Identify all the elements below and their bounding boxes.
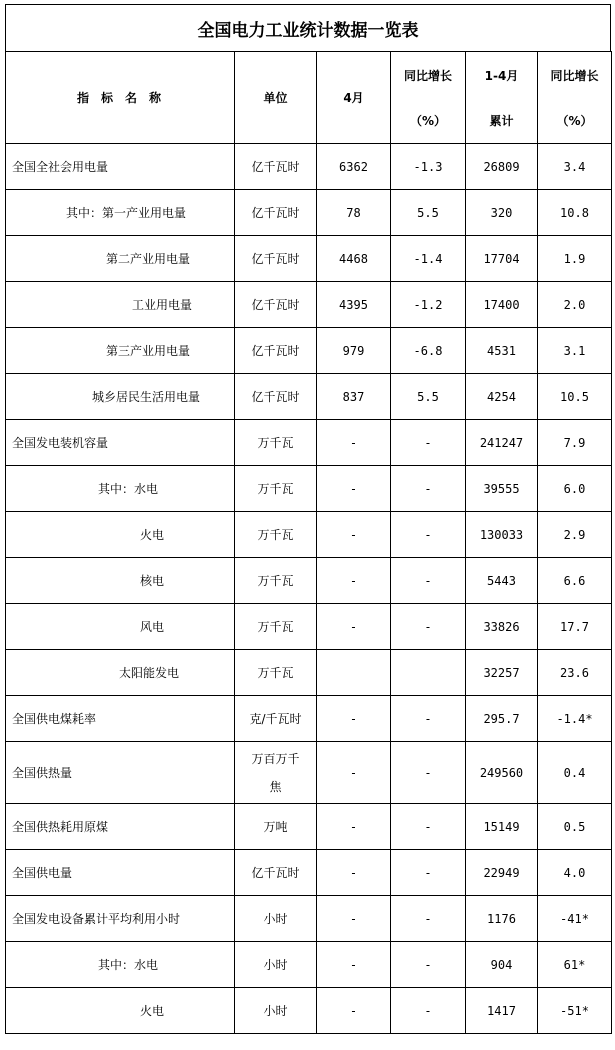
row-cumulative-value: 33826 xyxy=(466,604,538,650)
row-name: 第二产业用电量 xyxy=(6,236,235,282)
row-name: 全国供热耗用原煤 xyxy=(6,804,235,850)
row-name: 全国供电煤耗率 xyxy=(6,696,235,742)
row-cumulative-yoy: 0.5 xyxy=(538,804,612,850)
header-yoy-cumulative-top: 同比增长 xyxy=(550,68,599,83)
header-yoy-cumulative-bottom: （%） xyxy=(556,113,593,128)
header-yoy-month-top: 同比增长 xyxy=(403,68,452,83)
row-month-value: - xyxy=(317,466,391,512)
header-month: 4月 xyxy=(317,52,391,144)
row-month-value: - xyxy=(317,942,391,988)
row-cumulative-yoy: 4.0 xyxy=(538,850,612,896)
row-month-value: 979 xyxy=(317,328,391,374)
row-month-yoy: - xyxy=(391,420,466,466)
row-month-yoy: - xyxy=(391,512,466,558)
table-row xyxy=(6,650,612,696)
row-month-yoy: - xyxy=(391,696,466,742)
table-row xyxy=(6,558,612,604)
row-unit: 亿千瓦时 xyxy=(235,282,317,328)
row-month-value: - xyxy=(317,512,391,558)
row-cumulative-value: 39555 xyxy=(466,466,538,512)
row-unit: 万千瓦 xyxy=(235,420,317,466)
row-month-yoy: -1.3 xyxy=(391,144,466,190)
row-name: 火电 xyxy=(6,512,235,558)
row-name: 核电 xyxy=(6,558,235,604)
row-cumulative-yoy: 2.9 xyxy=(538,512,612,558)
row-month-value: - xyxy=(317,896,391,942)
row-cumulative-yoy: -51* xyxy=(538,988,612,1034)
row-cumulative-yoy: 10.8 xyxy=(538,190,612,236)
row-unit: 亿千瓦时 xyxy=(235,236,317,282)
row-cumulative-yoy: 61* xyxy=(538,942,612,988)
row-cumulative-yoy: 2.0 xyxy=(538,282,612,328)
table-row xyxy=(6,742,612,804)
table-row xyxy=(6,466,612,512)
row-month-value: - xyxy=(317,420,391,466)
row-name: 工业用电量 xyxy=(6,282,235,328)
row-month-yoy: 5.5 xyxy=(391,374,466,420)
row-cumulative-value: 4254 xyxy=(466,374,538,420)
table-row xyxy=(6,896,612,942)
row-month-value: - xyxy=(317,804,391,850)
row-unit: 克/千瓦时 xyxy=(235,696,317,742)
row-month-value: 78 xyxy=(317,190,391,236)
row-month-yoy: -6.8 xyxy=(391,328,466,374)
table-row xyxy=(6,328,612,374)
row-unit: 小时 xyxy=(235,942,317,988)
row-month-yoy: -1.2 xyxy=(391,282,466,328)
row-month-value: 4395 xyxy=(317,282,391,328)
table-row xyxy=(6,420,612,466)
row-name: 其中：水电 xyxy=(6,942,235,988)
statistics-table xyxy=(5,51,612,1034)
row-unit: 亿千瓦时 xyxy=(235,328,317,374)
header-yoy-cumulative xyxy=(538,52,612,144)
row-name: 全国发电装机容量 xyxy=(6,420,235,466)
row-cumulative-value: 1176 xyxy=(466,896,538,942)
row-month-value: - xyxy=(317,850,391,896)
row-cumulative-yoy: 6.6 xyxy=(538,558,612,604)
row-month-yoy: - xyxy=(391,742,466,804)
row-name: 全国发电设备累计平均利用小时 xyxy=(6,896,235,942)
row-month-yoy: - xyxy=(391,942,466,988)
row-cumulative-value: 1417 xyxy=(466,988,538,1034)
row-name: 城乡居民生活用电量 xyxy=(6,374,235,420)
row-month-value: - xyxy=(317,558,391,604)
row-unit: 万千瓦 xyxy=(235,466,317,512)
row-name: 其中：第一产业用电量 xyxy=(6,190,235,236)
row-cumulative-value: 249560 xyxy=(466,742,538,804)
row-cumulative-value: 17400 xyxy=(466,282,538,328)
row-unit: 亿千瓦时 xyxy=(235,850,317,896)
row-name: 其中：水电 xyxy=(6,466,235,512)
table-row xyxy=(6,804,612,850)
row-unit: 万吨 xyxy=(235,804,317,850)
row-cumulative-value: 4531 xyxy=(466,328,538,374)
row-month-value: 6362 xyxy=(317,144,391,190)
table-body xyxy=(6,144,612,1034)
row-name: 全国供热量 xyxy=(6,742,235,804)
row-month-yoy: - xyxy=(391,558,466,604)
row-month-value xyxy=(317,650,391,696)
row-name: 火电 xyxy=(6,988,235,1034)
row-cumulative-value: 17704 xyxy=(466,236,538,282)
row-cumulative-yoy: 3.4 xyxy=(538,144,612,190)
header-unit: 单位 xyxy=(235,52,317,144)
table-row xyxy=(6,144,612,190)
header-cumulative xyxy=(466,52,538,144)
row-cumulative-yoy: 17.7 xyxy=(538,604,612,650)
row-name: 第三产业用电量 xyxy=(6,328,235,374)
table-row xyxy=(6,850,612,896)
row-month-yoy: - xyxy=(391,466,466,512)
table-row xyxy=(6,374,612,420)
table-row xyxy=(6,282,612,328)
row-unit: 亿千瓦时 xyxy=(235,144,317,190)
row-month-value: 837 xyxy=(317,374,391,420)
row-unit: 亿千瓦时 xyxy=(235,374,317,420)
row-month-value: - xyxy=(317,988,391,1034)
row-name: 太阳能发电 xyxy=(6,650,235,696)
header-yoy-month xyxy=(391,52,466,144)
row-cumulative-value: 5443 xyxy=(466,558,538,604)
row-unit: 万千瓦 xyxy=(235,604,317,650)
row-month-value: - xyxy=(317,742,391,804)
table-row xyxy=(6,236,612,282)
row-cumulative-value: 320 xyxy=(466,190,538,236)
row-cumulative-yoy: 0.4 xyxy=(538,742,612,804)
row-cumulative-value: 130033 xyxy=(466,512,538,558)
header-yoy-month-bottom: （%） xyxy=(409,113,447,128)
row-name: 全国全社会用电量 xyxy=(6,144,235,190)
row-unit-text: 万百万千焦 xyxy=(251,751,300,794)
row-cumulative-yoy: -1.4* xyxy=(538,696,612,742)
row-unit: 万千瓦 xyxy=(235,650,317,696)
row-unit: 万千瓦 xyxy=(235,512,317,558)
header-row xyxy=(6,52,612,144)
row-unit: 亿千瓦时 xyxy=(235,190,317,236)
row-cumulative-value: 295.7 xyxy=(466,696,538,742)
row-cumulative-value: 15149 xyxy=(466,804,538,850)
row-name: 风电 xyxy=(6,604,235,650)
row-cumulative-value: 22949 xyxy=(466,850,538,896)
header-cumulative-top: 1-4月 xyxy=(484,68,519,83)
row-cumulative-yoy: 3.1 xyxy=(538,328,612,374)
table-row xyxy=(6,604,612,650)
row-month-yoy: - xyxy=(391,604,466,650)
row-month-yoy: - xyxy=(391,804,466,850)
table-row xyxy=(6,512,612,558)
row-unit: 万千瓦 xyxy=(235,558,317,604)
row-month-yoy: -1.4 xyxy=(391,236,466,282)
row-month-value: - xyxy=(317,696,391,742)
row-cumulative-yoy: 1.9 xyxy=(538,236,612,282)
table-row xyxy=(6,988,612,1034)
row-cumulative-yoy: 10.5 xyxy=(538,374,612,420)
row-month-yoy: 5.5 xyxy=(391,190,466,236)
table-row xyxy=(6,942,612,988)
row-month-yoy xyxy=(391,650,466,696)
row-name: 全国供电量 xyxy=(6,850,235,896)
row-cumulative-value: 26809 xyxy=(466,144,538,190)
row-month-value: 4468 xyxy=(317,236,391,282)
row-month-yoy: - xyxy=(391,988,466,1034)
row-cumulative-value: 241247 xyxy=(466,420,538,466)
table-row xyxy=(6,696,612,742)
row-cumulative-yoy: 6.0 xyxy=(538,466,612,512)
row-cumulative-yoy: 23.6 xyxy=(538,650,612,696)
table-title: 全国电力工业统计数据一览表 xyxy=(5,4,611,51)
row-cumulative-value: 904 xyxy=(466,942,538,988)
row-unit xyxy=(235,742,317,804)
row-month-yoy: - xyxy=(391,896,466,942)
header-cumulative-bottom: 累计 xyxy=(489,113,514,128)
row-unit: 小时 xyxy=(235,896,317,942)
row-cumulative-yoy: 7.9 xyxy=(538,420,612,466)
row-cumulative-yoy: -41* xyxy=(538,896,612,942)
header-name: 指标名称 xyxy=(6,52,235,144)
row-month-value: - xyxy=(317,604,391,650)
row-month-yoy: - xyxy=(391,850,466,896)
row-unit: 小时 xyxy=(235,988,317,1034)
table-row xyxy=(6,190,612,236)
row-cumulative-value: 32257 xyxy=(466,650,538,696)
